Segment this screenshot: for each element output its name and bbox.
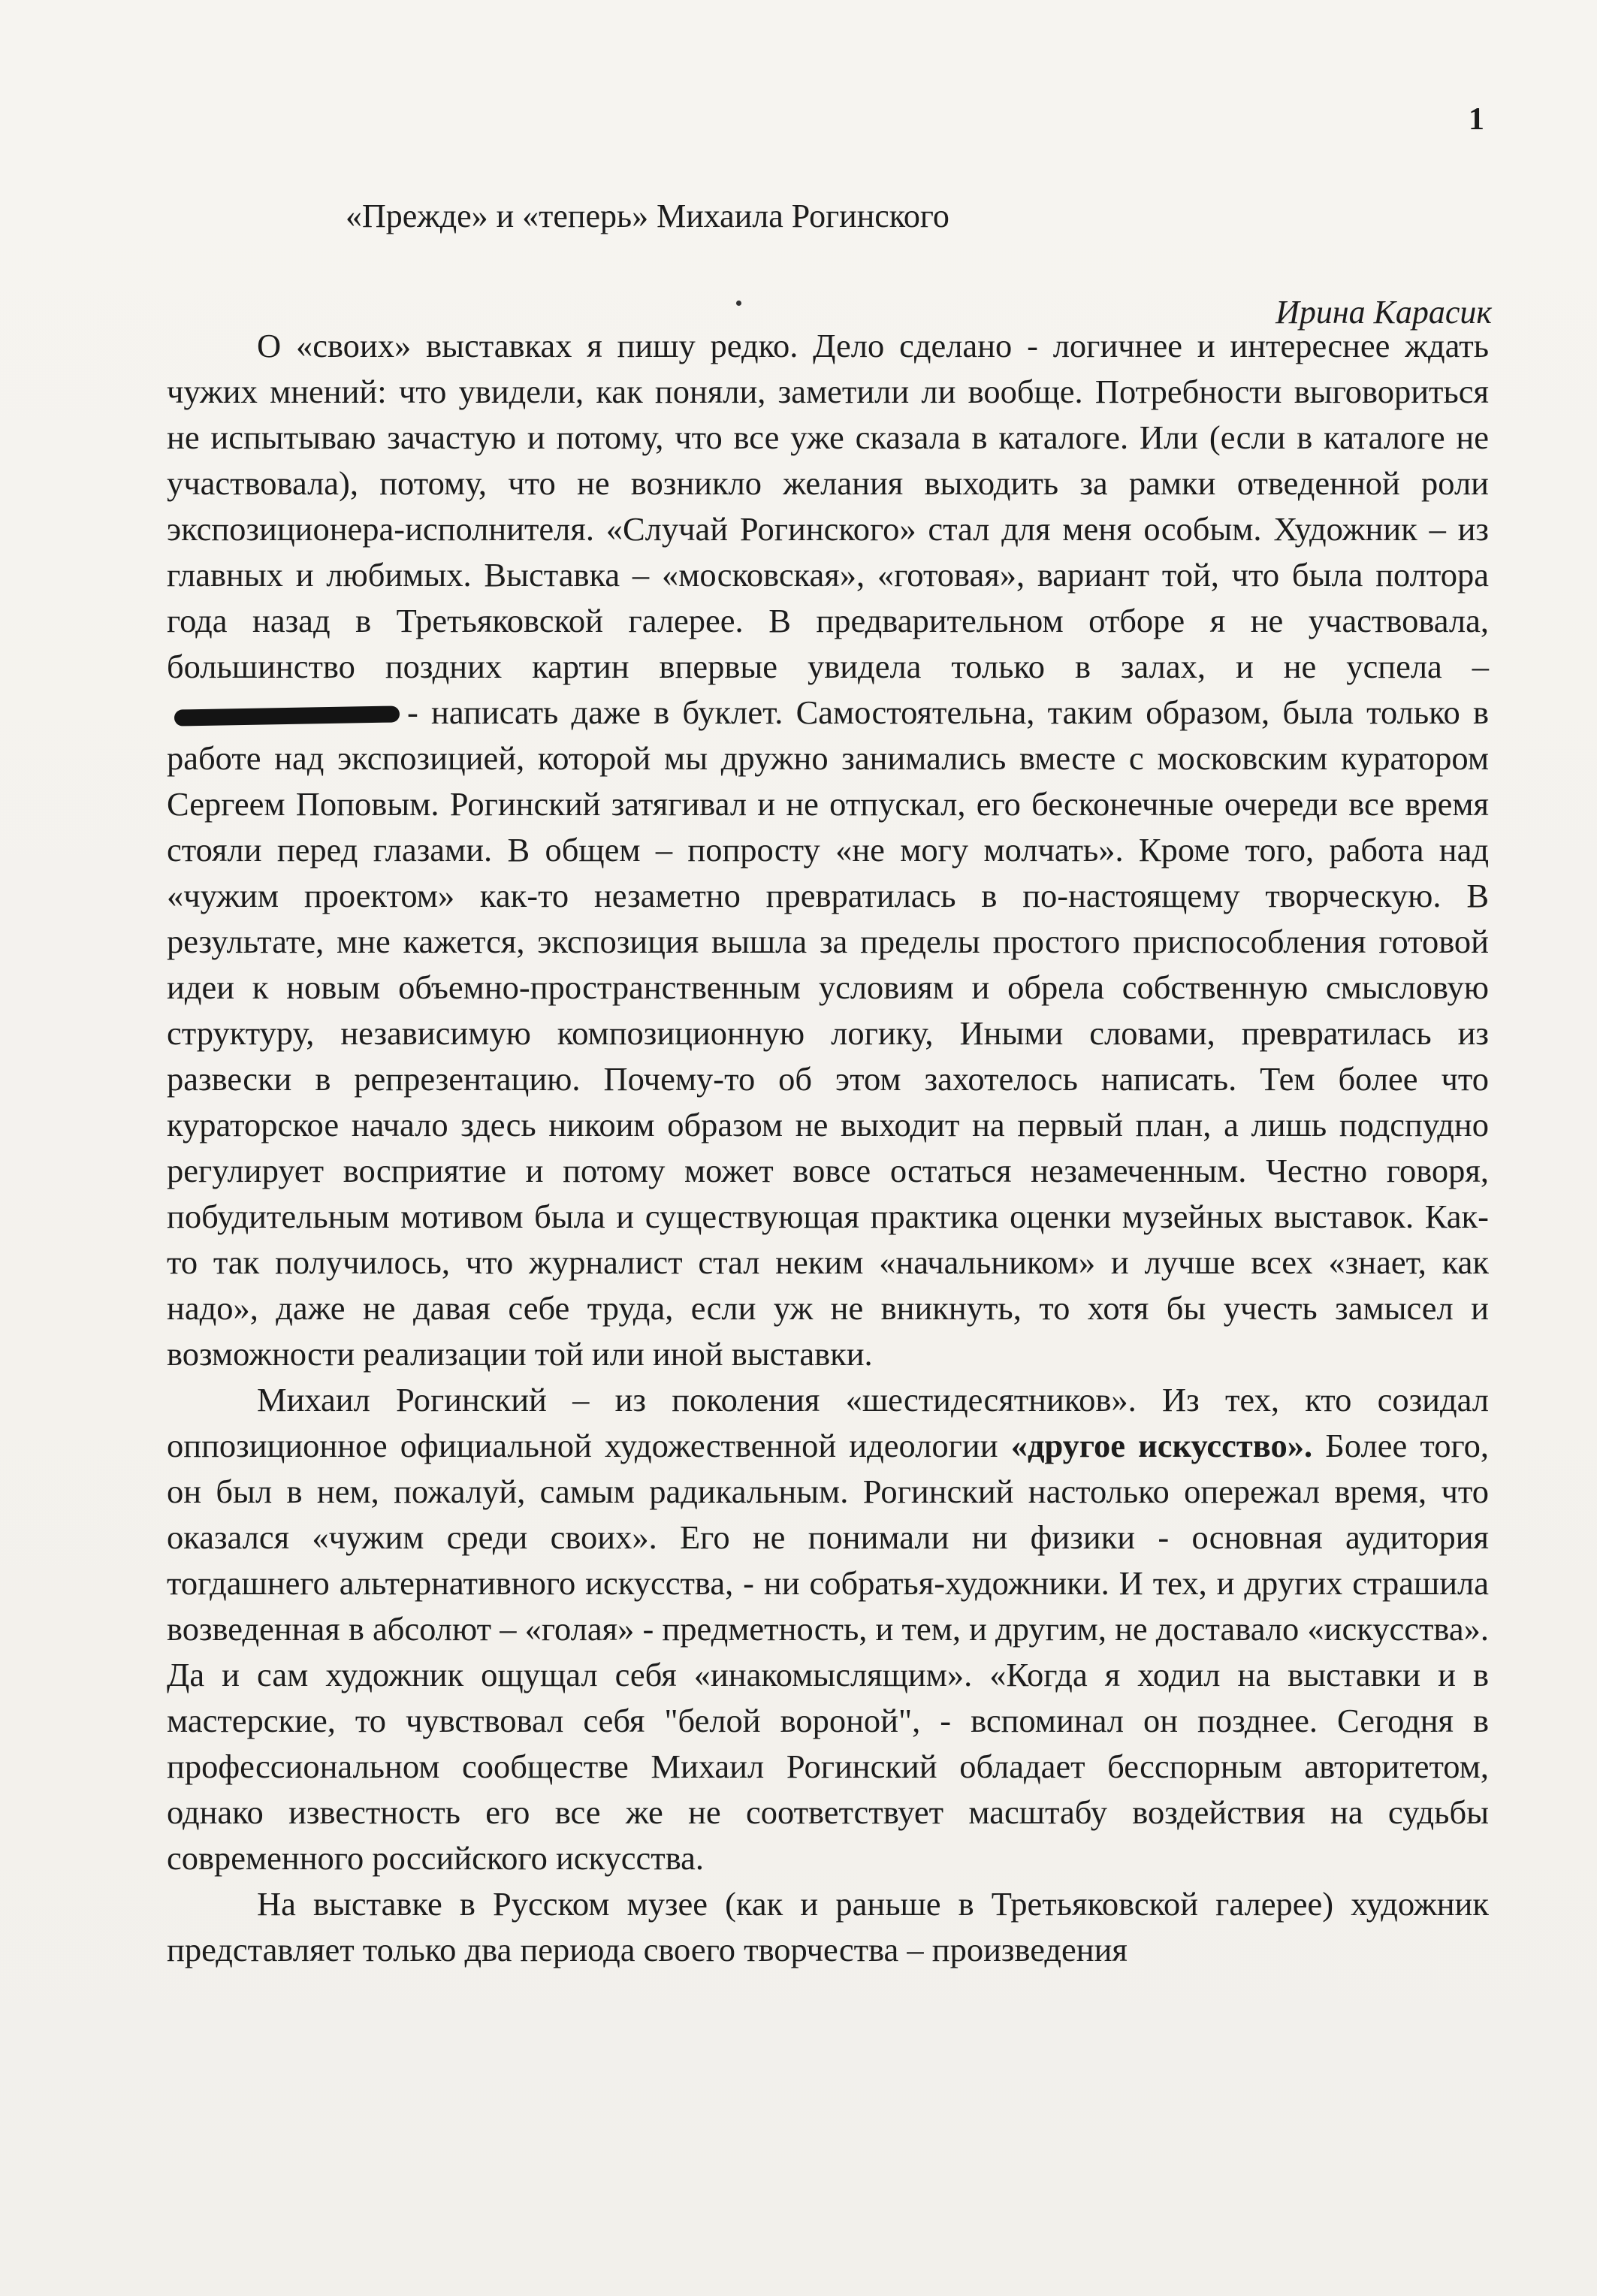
paragraph-3: На выставке в Русском музее (как и раньше в Третьяковской галерее) художник представляет только два периода своего творчества – произведения	[167, 1885, 1489, 1968]
paragraph-2-part-1: Михаил Рогинский – из поколения «шестидесятников». Из тех, кто созидал оппозиционное официальной художественной идеологии	[167, 1381, 1489, 1464]
paragraph-2-part-2: Более того, он был в нем, пожалуй, самым радикальным. Рогинский настолько опережал время, что оказался «чужим среди своих». Его не понимали ни физики - основная аудитория тогдашнего альтернативного искусства, - ни собратья-художники. И тех, и других страшила возведенная в абсолют – «голая» - предметность, и тем, и другим, не доставало «искусства». Да и сам художник ощущал себя «инакомыслящим». «Когда я ходил на выставки и в мастерские, то чувствовал себя "белой вороной", - вспоминал он позднее. Сегодня в профессиональном сообществе Михаил Рогинский обладает бесспорным авторитетом, однако известность его все же не соответствует масштабу воздействия на судьбы современного российского искусства.	[167, 1427, 1490, 1877]
body-text	[167, 323, 1489, 1973]
paragraph-2	[167, 1377, 1489, 1881]
paragraph-1-part-2: - написать даже в буклет. Самостоятельна, таким образом, была только в работе над экспозицией, которой мы дружно занимались вместе с московским куратором Сергеем Поповым. Рогинский затягивал и не отпускал, его бесконечные очереди все время стояли перед глазами. В общем – попросту «не могу молчать». Кроме того, работа над «чужим проектом» как-то незаметно превратилась в по-настоящему творческую. В результате, мне кажется, экспозиция вышла за пределы простого приспособления готовой идеи к новым объемно-пространственным условиям и обрела собственную смысловую структуру, независимую композиционную логику, Иными словами, превратилась из развески в репрезентацию. Почему-то об этом захотелось написать. Тем более что кураторское начало здесь никоим образом не выходит на первый план, а лишь подспудно регулирует восприятие и потому может вовсе остаться незамеченным. Честно говоря, побудительным мотивом была и существующая практика оценки музейных выставок. Как-то так получилось, что журналист стал неким «начальником» и лучше всех «знает, как надо», даже не давая себе труда, если уж не вникнуть, то хотя бы учесть замысел и возможности реализации той или иной выставки.	[167, 693, 1489, 1373]
document-title: «Прежде» и «теперь» Михаила Рогинского	[346, 198, 949, 234]
redaction-mark	[174, 705, 400, 726]
ink-speck	[736, 301, 741, 306]
page-number: 1	[1469, 102, 1484, 137]
paragraph-1-part-1: О «своих» выставках я пишу редко. Дело сделано - логичнее и интереснее ждать чужих мнений: что увидели, как поняли, заметили ли вообще. Потребности выговориться не испытываю зачастую и потому, что все уже сказала в каталоге. Или (если в каталоге не участвовала), потому, что не возникло желания выходить за рамки отведенной роли экспозиционера-исполнителя. «Случай Рогинского» стал для меня особым. Художник – из главных и любимых. Выставка – «московская», «готовая», вариант той, что была полтора года назад в Третьяковской галерее. В предварительном отборе я не участвовала, большинство поздних картин впервые увидела только в залах, и не успела –	[167, 327, 1489, 685]
paragraph-2-bold-phrase: «другое искусство».	[1010, 1427, 1313, 1464]
paragraph-1	[167, 323, 1489, 1377]
author-name: Ирина Карасик	[1275, 294, 1492, 331]
